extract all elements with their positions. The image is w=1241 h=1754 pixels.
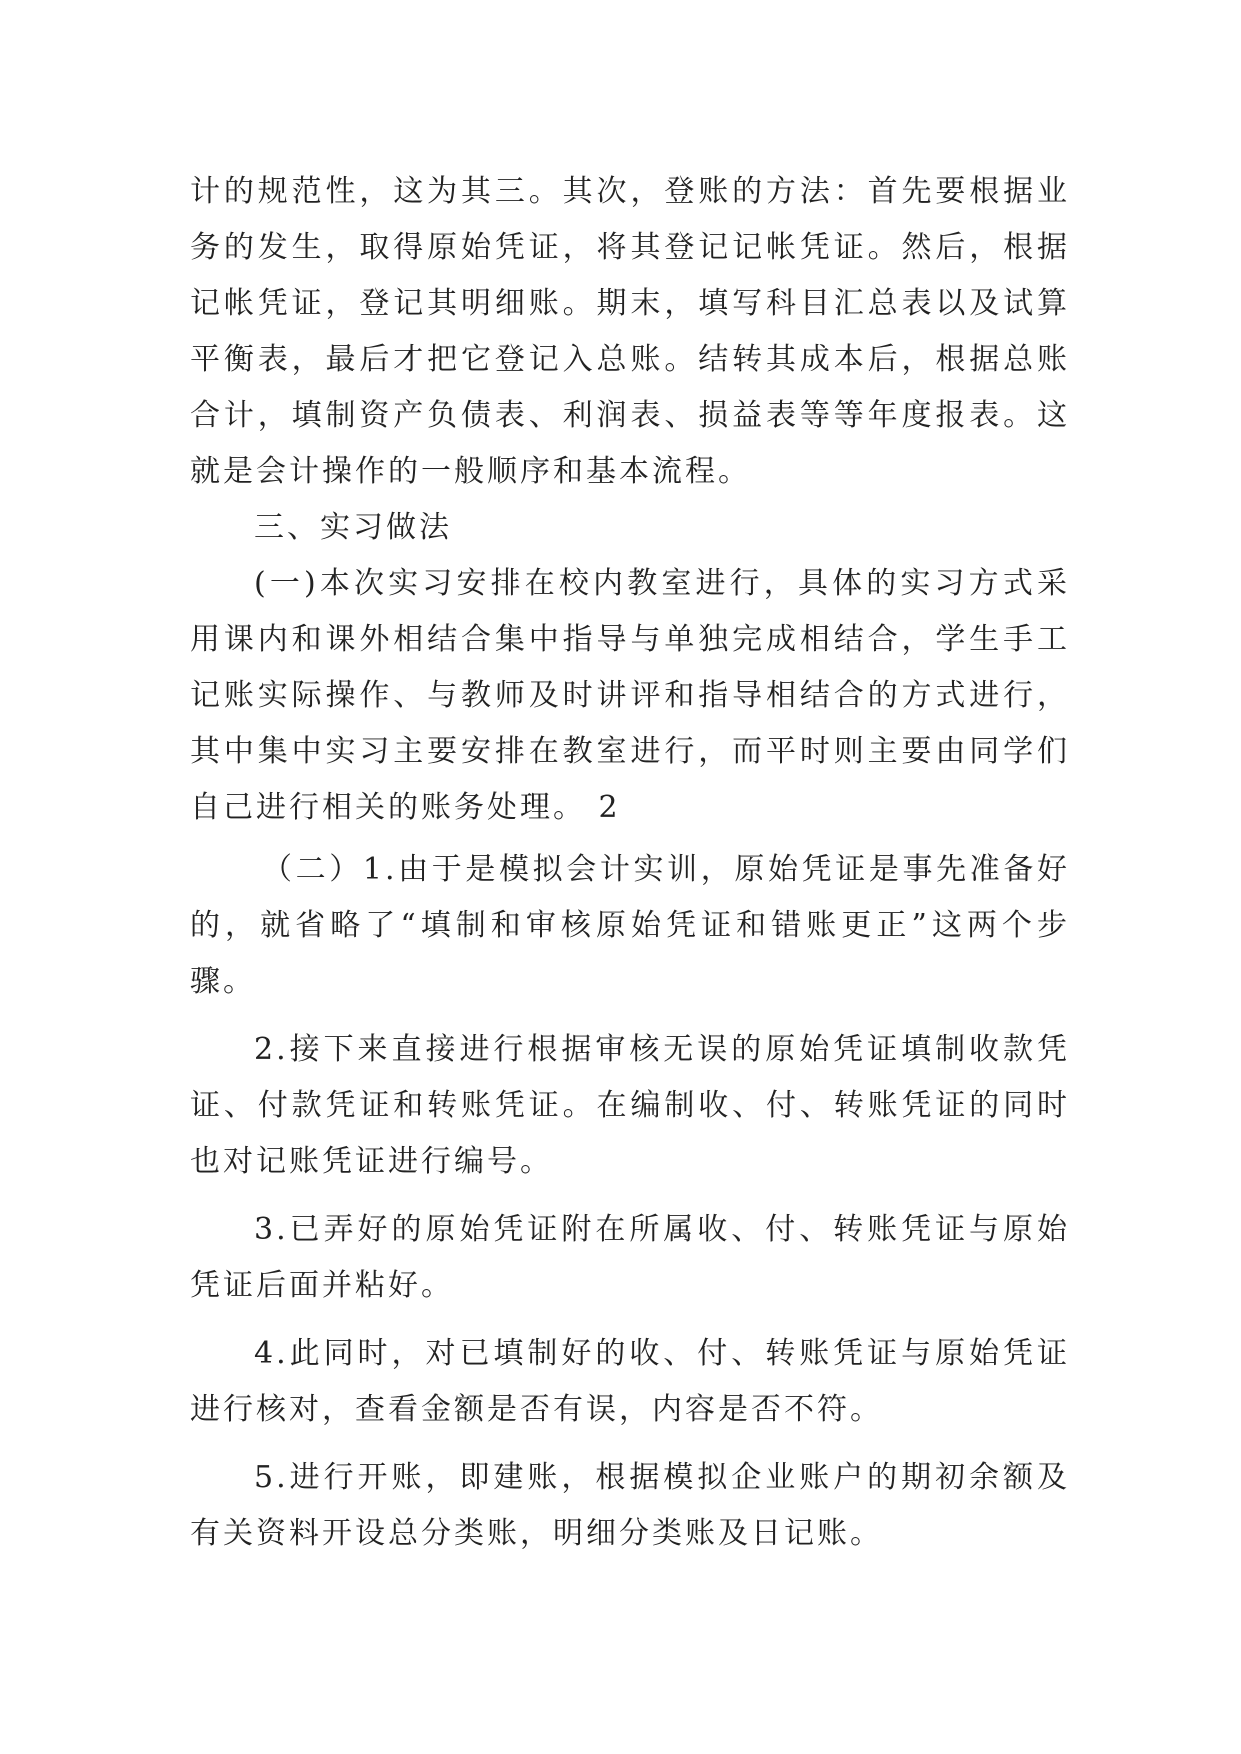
- paragraph-practice-part-two-step-1: （二）1.由于是模拟会计实训，原始凭证是事先准备好的，就省略了“填制和审核原始凭证和错账更正”这两个步骤。: [190, 852, 1070, 999]
- section-heading-internship-practice: 三、实习做法: [254, 510, 452, 545]
- paragraph-step-3: 3.已弄好的原始凭证附在所属收、付、转账凭证与原始凭证后面并粘好。: [190, 1212, 1070, 1303]
- document-body: [190, 164, 1070, 1562]
- paragraph-step-5: 5.进行开账，即建账，根据模拟企业账户的期初余额及有关资料开设总分类账，明细分类账及日记账。: [190, 1460, 1070, 1551]
- paragraph-practice-part-one: (一)本次实习安排在校内教室进行，具体的实习方式采用课内和课外相结合集中指导与单独完成相结合，学生手工记账实际操作、与教师及时讲评和指导相结合的方式进行，其中集中实习主要安排在教室进行，而平时则主要由同学们自己进行相关的账务处理。 2: [190, 566, 1070, 825]
- paragraph-bookkeeping-methods: 计的规范性，这为其三。其次，登账的方法：首先要根据业务的发生，取得原始凭证，将其登记记帐凭证。然后，根据记帐凭证，登记其明细账。期末，填写科目汇总表以及试算平衡表，最后才把它登记入总账。结转其成本后，根据总账合计，填制资产负债表、利润表、损益表等等年度报表。这就是会计操作的一般顺序和基本流程。: [190, 174, 1070, 489]
- paragraph-step-4: 4.此同时，对已填制好的收、付、转账凭证与原始凭证进行核对，查看金额是否有误，内容是否不符。: [190, 1336, 1070, 1427]
- paragraph-step-2: 2.接下来直接进行根据审核无误的原始凭证填制收款凭证、付款凭证和转账凭证。在编制收、付、转账凭证的同时也对记账凭证进行编号。: [190, 1032, 1070, 1179]
